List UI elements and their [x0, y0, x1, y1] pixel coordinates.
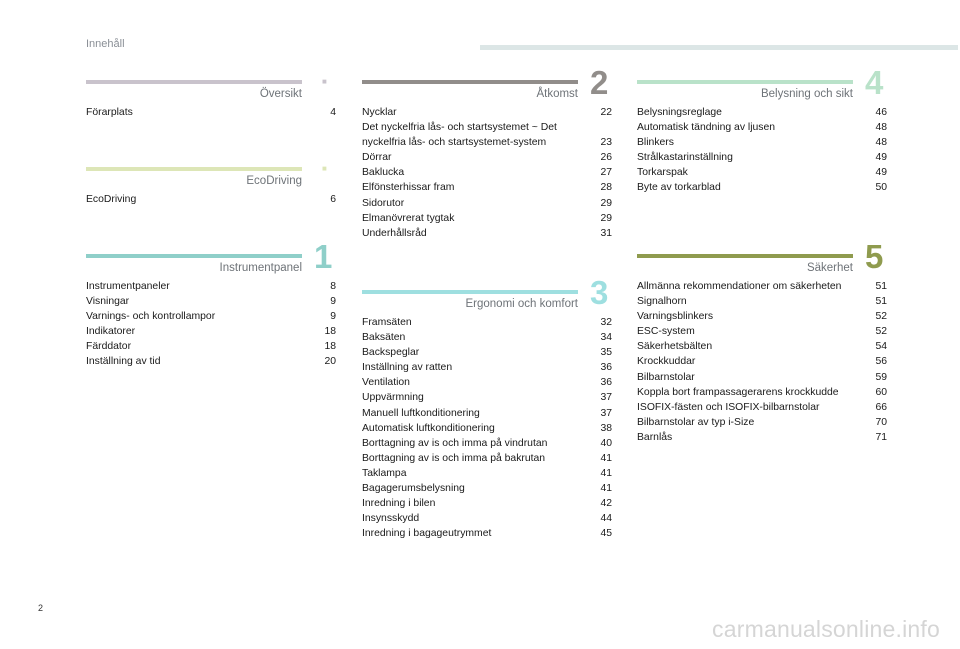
toc-entry-page: 6 — [330, 194, 336, 205]
toc-entry-label: ESC-system — [637, 326, 695, 338]
toc-entry-label: Taklampa — [362, 467, 407, 479]
toc-entry[interactable] — [637, 150, 887, 165]
page-header-title: Innehåll — [86, 38, 125, 50]
toc-entry[interactable] — [362, 105, 612, 120]
toc-entry-page: 20 — [324, 356, 336, 368]
toc-entry-page: 27 — [600, 167, 612, 179]
toc-entry-label: Barnlås — [637, 431, 673, 443]
section-instrumentpanel — [86, 238, 336, 370]
toc-entry-page: 48 — [875, 137, 887, 149]
toc-entry-page: 8 — [330, 281, 336, 292]
toc-entry-label: Inställning av ratten — [362, 362, 453, 374]
toc-entry-page: 45 — [600, 528, 612, 540]
toc-entry[interactable] — [362, 421, 612, 436]
toc-entry[interactable] — [362, 406, 612, 421]
toc-entry[interactable] — [637, 309, 887, 324]
toc-entry-page: 9 — [330, 296, 336, 308]
toc-entry-page: 51 — [875, 296, 887, 308]
toc-entry-page: 37 — [600, 407, 612, 419]
section-atkomst — [362, 64, 612, 241]
toc-entry-label: Byte av torkarblad — [637, 182, 721, 194]
section-ergonomi — [362, 274, 612, 541]
toc-entry-label: Belysningsreglage — [637, 107, 722, 118]
section-number: 2 — [590, 64, 609, 101]
section-sakerhet — [637, 238, 887, 445]
toc-entry-page: 54 — [875, 341, 887, 353]
toc-entry-page: 56 — [875, 356, 887, 368]
toc-entry-page: 48 — [875, 122, 887, 134]
toc-entry[interactable] — [637, 120, 887, 135]
toc-entry-page: 42 — [600, 498, 612, 510]
toc-entry-label: Strålkastarinställning — [637, 152, 733, 164]
toc-entry-label: Indikatorer — [86, 326, 136, 338]
toc-entry-label: Underhållsråd — [362, 227, 427, 239]
toc-entry[interactable] — [362, 165, 612, 180]
toc-entry[interactable] — [362, 315, 612, 330]
toc-entry-page: 36 — [600, 377, 612, 389]
toc-list — [362, 315, 612, 541]
toc-entry[interactable] — [637, 279, 887, 294]
toc-entry[interactable] — [362, 360, 612, 375]
toc-entry-label: Sidorutor — [362, 197, 405, 209]
toc-entry-page: 41 — [600, 452, 612, 464]
toc-entry-label: Manuell luftkonditionering — [362, 407, 480, 419]
toc-entry-page: 23 — [600, 137, 612, 149]
toc-entry[interactable] — [637, 180, 887, 195]
toc-entry-label: Baklucka — [362, 167, 405, 179]
page-number: 2 — [38, 603, 44, 613]
section-ecodriving — [86, 164, 336, 207]
toc-entry-label: Nycklar — [362, 107, 397, 118]
toc-entry-label: Bilbarnstolar — [637, 371, 695, 383]
section-number: ■ — [322, 77, 327, 86]
toc-entry-page: 31 — [600, 227, 612, 239]
watermark: carmanualsonline.info — [712, 616, 940, 642]
toc-entry-page: 35 — [600, 347, 612, 359]
toc-entry-page: 9 — [330, 311, 336, 323]
toc-entry-label: Framsäten — [362, 317, 412, 328]
section-oversikt — [86, 77, 336, 120]
toc-entry-page: 41 — [600, 467, 612, 479]
toc-entry-label: Det nyckelfria lås- och startsystemet ~ Det nyckelfria lås- och startsystemet-system — [362, 122, 557, 149]
toc-entry[interactable] — [637, 354, 887, 369]
toc-entry-page: 40 — [600, 437, 612, 449]
toc-entry-page: 59 — [875, 371, 887, 383]
toc-entry[interactable] — [362, 451, 612, 466]
toc-entry[interactable] — [362, 466, 612, 481]
toc-entry-page: 26 — [600, 152, 612, 164]
toc-entry[interactable] — [637, 165, 887, 180]
toc-entry[interactable] — [362, 375, 612, 390]
section-number: 3 — [590, 274, 609, 311]
toc-list — [86, 105, 336, 120]
toc-entry[interactable] — [637, 294, 887, 309]
section-number: 4 — [865, 64, 884, 101]
toc-entry-page: 22 — [600, 107, 612, 118]
toc-entry[interactable] — [86, 279, 336, 294]
toc-entry-page: 52 — [875, 326, 887, 338]
header-divider — [480, 45, 958, 50]
toc-list — [637, 105, 887, 196]
toc-entry-label: Bilbarnstolar av typ i-Size — [637, 416, 755, 428]
toc-entry-page: 50 — [875, 182, 887, 194]
toc-entry-label: Uppvärmning — [362, 392, 424, 404]
toc-list — [637, 279, 887, 445]
toc-entry-page: 29 — [600, 197, 612, 209]
toc-entry-page: 29 — [600, 212, 612, 224]
toc-entry-label: Inredning i bagageutrymmet — [362, 528, 492, 540]
toc-entry-page: 71 — [875, 431, 887, 443]
toc-entry[interactable] — [86, 192, 336, 207]
toc-entry[interactable] — [362, 496, 612, 511]
toc-entry[interactable] — [637, 385, 887, 400]
toc-entry-label: Säkerhetsbälten — [637, 341, 713, 353]
toc-entry[interactable] — [362, 345, 612, 360]
toc-entry[interactable] — [362, 196, 612, 211]
toc-list — [86, 279, 336, 370]
toc-entry-label: Förarplats — [86, 107, 133, 118]
toc-entry[interactable] — [362, 436, 612, 451]
toc-entry-page: 46 — [875, 107, 887, 118]
section-title: Belysning och sikt — [760, 88, 853, 100]
toc-entry-page: 70 — [875, 416, 887, 428]
toc-entry[interactable] — [362, 511, 612, 526]
toc-entry-label: Elfönsterhissar fram — [362, 182, 455, 194]
toc-entry-label: Signalhorn — [637, 296, 687, 308]
toc-entry[interactable] — [86, 339, 336, 354]
toc-entry-label: Bagagerumsbelysning — [362, 483, 465, 495]
toc-entry[interactable] — [637, 415, 887, 430]
toc-entry-page: 34 — [600, 332, 612, 344]
toc-entry-label: Torkarspak — [637, 167, 688, 179]
toc-entry[interactable] — [86, 354, 336, 369]
toc-entry[interactable] — [362, 150, 612, 165]
toc-entry[interactable] — [637, 339, 887, 354]
toc-entry[interactable] — [637, 370, 887, 385]
toc-entry-label: Inställning av tid — [86, 356, 161, 368]
toc-entry-label: Varnings- och kontrollampor — [86, 311, 216, 323]
section-title: Ergonomi och komfort — [465, 298, 578, 310]
toc-entry-page: 36 — [600, 362, 612, 374]
toc-entry[interactable] — [637, 400, 887, 415]
section-number: 5 — [865, 238, 884, 275]
toc-entry[interactable] — [362, 211, 612, 226]
toc-entry-label: EcoDriving — [86, 194, 137, 205]
toc-entry[interactable] — [86, 309, 336, 324]
section-title: EcoDriving — [246, 175, 302, 187]
toc-entry[interactable] — [362, 226, 612, 241]
toc-entry-label: Allmänna rekommendationer om säkerheten — [637, 281, 842, 292]
toc-entry-page: 32 — [600, 317, 612, 328]
toc-entry-page: 51 — [875, 281, 887, 292]
section-title: Åtkomst — [536, 88, 578, 100]
toc-entry[interactable] — [362, 526, 612, 541]
toc-entry-label: Varningsblinkers — [637, 311, 714, 323]
toc-entry-page: 66 — [875, 401, 887, 413]
toc-entry-page: 49 — [875, 152, 887, 164]
section-number: 1 — [314, 238, 333, 275]
toc-entry-page: 41 — [600, 483, 612, 495]
toc-entry-label: Backspeglar — [362, 347, 420, 359]
section-title: Instrumentpanel — [219, 262, 302, 274]
section-belysning — [637, 64, 887, 196]
toc-entry-label: Instrumentpaneler — [86, 281, 170, 292]
toc-entry[interactable] — [637, 324, 887, 339]
toc-entry[interactable] — [362, 330, 612, 345]
toc-entry-label: Inredning i bilen — [362, 498, 436, 510]
section-title: Säkerhet — [806, 262, 853, 274]
toc-entry[interactable] — [637, 135, 887, 150]
toc-entry-page: 4 — [330, 107, 336, 118]
toc-entry-page: 60 — [875, 386, 887, 398]
toc-entry[interactable] — [86, 324, 336, 339]
toc-entry-label: Insynsskydd — [362, 513, 420, 525]
toc-entry[interactable] — [362, 120, 612, 150]
toc-entry-page: 38 — [600, 422, 612, 434]
toc-entry[interactable] — [637, 430, 887, 445]
toc-entry-label: Blinkers — [637, 137, 674, 149]
toc-list — [362, 105, 612, 241]
toc-entry-page: 18 — [324, 341, 336, 353]
section-number: ■ — [322, 164, 327, 173]
toc-entry-page: 49 — [875, 167, 887, 179]
toc-list — [86, 192, 336, 207]
toc-entry[interactable] — [362, 481, 612, 496]
toc-entry-label: Färddator — [86, 341, 132, 353]
toc-entry-label: Borttagning av is och imma på bakrutan — [362, 452, 546, 464]
toc-entry-page: 28 — [600, 182, 612, 194]
toc-entry[interactable] — [86, 105, 336, 120]
toc-entry-label: ISOFIX-fästen och ISOFIX-bilbarnstolar — [637, 401, 820, 413]
toc-entry-label: Dörrar — [362, 152, 392, 164]
toc-entry[interactable] — [637, 105, 887, 120]
toc-entry-label: Krockkuddar — [637, 356, 696, 368]
toc-entry-page: 37 — [600, 392, 612, 404]
toc-entry[interactable] — [362, 390, 612, 405]
toc-entry-label: Elmanövrerat tygtak — [362, 212, 455, 224]
toc-entry-page: 44 — [600, 513, 612, 525]
toc-entry-label: Automatisk luftkonditionering — [362, 422, 495, 434]
toc-entry-label: Visningar — [86, 296, 130, 308]
toc-entry-page: 52 — [875, 311, 887, 323]
toc-entry-label: Borttagning av is och imma på vindrutan — [362, 437, 548, 449]
toc-entry-label: Koppla bort frampassagerarens krockkudde — [637, 386, 839, 398]
toc-entry[interactable] — [362, 180, 612, 195]
section-title: Översikt — [259, 88, 302, 100]
toc-entry-page: 18 — [324, 326, 336, 338]
toc-entry-label: Automatisk tändning av ljusen — [637, 122, 776, 134]
toc-entry-label: Baksäten — [362, 332, 406, 344]
toc-entry[interactable] — [86, 294, 336, 309]
toc-entry-label: Ventilation — [362, 377, 410, 389]
